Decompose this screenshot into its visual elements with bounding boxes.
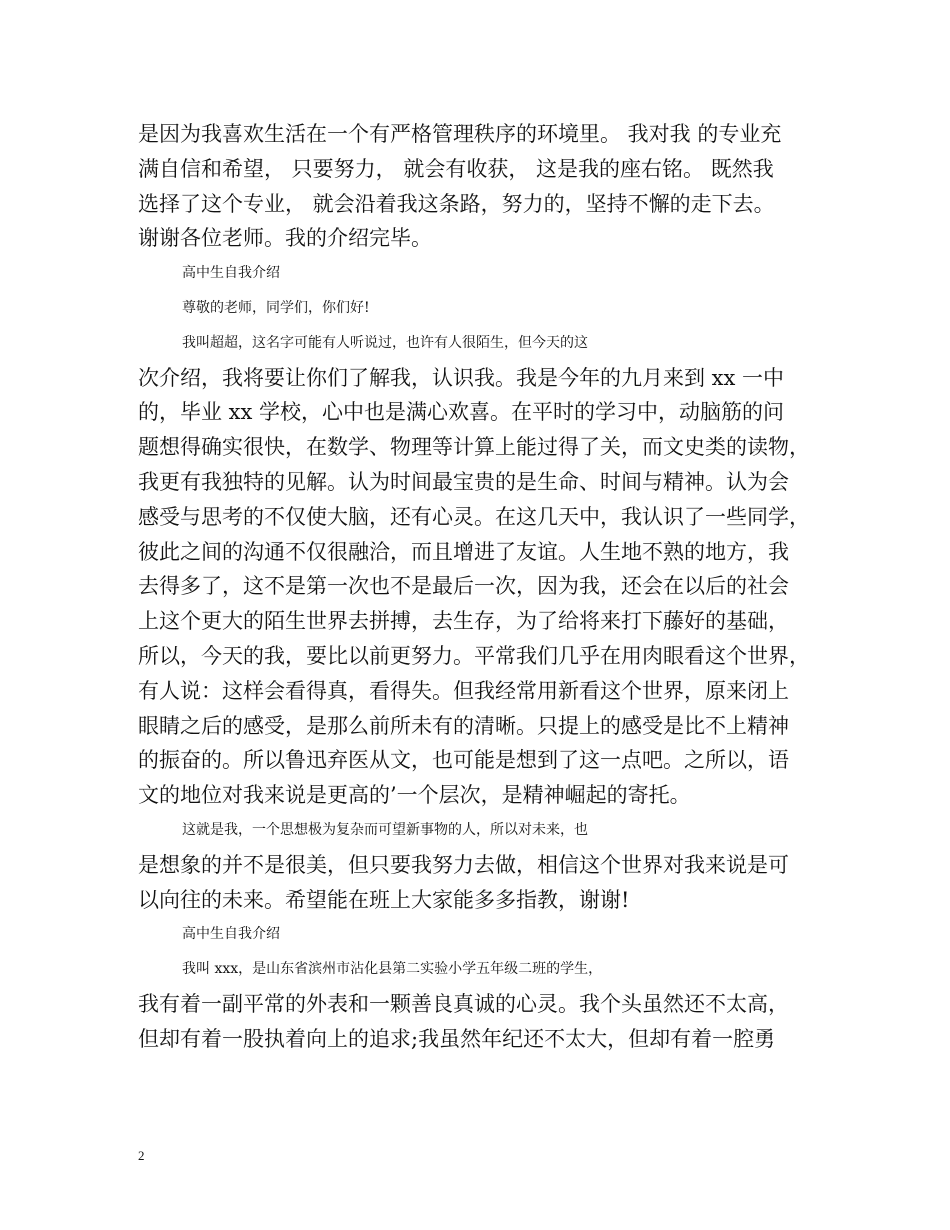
text-line: 满自信和希望， 只要努力， 就会有收获， 这是我的座右铭。 既然我 [138, 156, 774, 181]
text-line: 我叫超超，这名字可能有人听说过，也许有人很陌生，但今天的这 [182, 334, 588, 351]
text-line: 文的地位对我来说是更高的’一个层次，是精神崛起的寄托。 [138, 783, 691, 808]
text-line: 彼此之间的沟通不仅很融洽，而且增进了友谊。人生地不熟的地方，我 [138, 539, 789, 564]
text-line: 我更有我独特的见解。认为时间最宝贵的是生命、时间与精神。认为会 [138, 469, 789, 494]
text-line: 选择了这个专业， 就会沿着我这条路，努力的，坚持不懈的走下去。 [138, 191, 775, 216]
text-line: 高中生自我介绍 [182, 926, 280, 943]
text-line: 所以，今天的我，要比以前更努力。平常我们几乎在用肉眼看这个世界， [138, 643, 810, 668]
text-line: 是因为我喜欢生活在一个有严格管理秩序的环境里。 我对我 的专业充 [138, 122, 782, 146]
text-line: 以向往的未来。希望能在班上大家能多多指教，谢谢! [138, 887, 630, 912]
page-number: 2 [138, 1148, 145, 1163]
text-line: 的振奋的。所以鲁迅弃医从文，也可能是想到了这一点吧。之所以，语 [138, 748, 789, 773]
text-line: 这就是我，一个思想极为复杂而可望新事物的人，所以对未来，也 [182, 821, 588, 838]
text-line: 的，毕业 xx 学校，心中也是满心欢喜。在平时的学习中，动脑筋的问 [138, 400, 785, 425]
text-line: 去得多了，这不是第一次也不是最后一次，因为我，还会在以后的社会 [138, 574, 789, 599]
text-line: 谢谢各位老师。我的介绍完毕。 [138, 226, 432, 251]
text-line: 高中生自我介绍 [182, 265, 280, 282]
text-line: 感受与思考的不仅使大脑，还有心灵。在这几天中，我认识了一些同学， [138, 504, 810, 529]
text-line: 有人说：这样会看得真，看得失。但我经常用新看这个世界，原来闭上 [138, 678, 789, 703]
text-line: 我叫 xxx，是山东省滨州市沾化县第二实验小学五年级二班的学生， [182, 961, 603, 978]
text-line: 次介绍，我将要让你们了解我，认识我。我是今年的九月来到 xx 一中 [138, 365, 785, 390]
text-line: 上这个更大的陌生世界去拼搏，去生存，为了给将来打下藤好的基础， [138, 609, 789, 634]
document-body [138, 117, 818, 1057]
text-line: 题想得确实很快，在数学、物理等计算上能过得了关，而文史类的读物， [138, 435, 810, 460]
text-line: 我有着一副平常的外表和一颗善良真诚的心灵。我个头虽然还不太高， [138, 991, 789, 1016]
text-line: 但却有着一股执着向上的追求;我虽然年纪还不太大，但却有着一腔勇 [138, 1026, 776, 1051]
text-line: 尊敬的老师，同学们，你们好! [182, 299, 370, 316]
text-line: 是想象的并不是很美，但只要我努力去做，相信这个世界对我来说是可 [138, 852, 789, 877]
text-line: 眼睛之后的感受，是那么前所未有的清晰。只提上的感受是比不上精神 [138, 713, 789, 738]
